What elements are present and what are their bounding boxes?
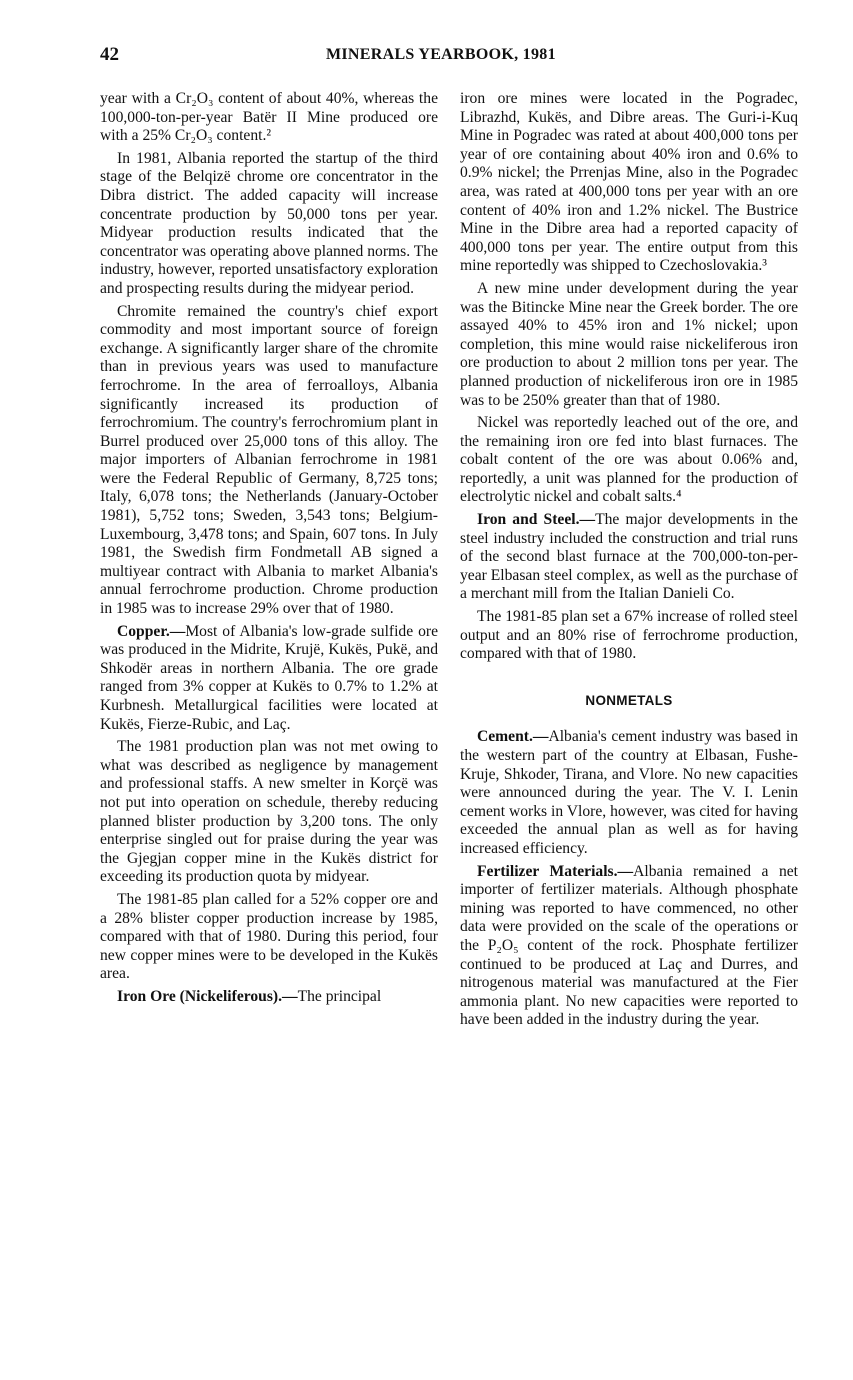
paragraph: The 1981 production plan was not met owing to what was described as negligence by management and professional staffs. A new smelter in Korçë was not put into operation on schedule, thereby reducing planned blister production by 3,200 tons. The only enterprise singled out for praise during the year was the Gjegjan copper mine in the Kukës district for exceeding its production quota by midyear. [100,738,438,886]
paragraph: year with a Cr₂O₃ content of about 40%, whereas the 100,000-ton-per-year Batër II Mine produced ore with a 25% Cr₂O₃ content.² [100,90,438,145]
subsection-heading: Fertilizer Materials.— [477,862,634,880]
subsection-heading: Iron and Steel.— [477,511,596,529]
paragraph: iron ore mines were located in the Pogradec, Librazhd, Kukës, and Dibre areas. The Guri-i-Kuq Mine in Pogradec was rated at about 400,000 tons per year of ore containing about 40% iron and 0.6% to 0.9% nickel; the Prrenjas Mine, also in the Pogradec area, was rated at 400,000 tons per year with an ore content of 40% iron and 1.2% nickel. The Bustrice Mine in the Dibre area had a reported capacity of 400,000 tons per year. The entire output from this mine reportedly was shipped to Czechoslovakia.³ [460,90,798,275]
left-column [100,90,438,1011]
paragraph-text: The major developments in the steel industry included the construction and trial runs of the second blast furnace at the 700,000-ton-per-year Elbasan steel complex, as well as the purchase of a merchant mill from the Italian Danieli Co. [460,511,798,603]
paragraph: Chromite remained the country's chief export commodity and most important source of foreign exchange. A significantly larger share of the chromite than in previous years was used to manufacture ferrochrome. In the area of ferroalloys, Albania significantly increased its production of ferrochromium. The country's ferrochromium plant in Burrel produced over 25,000 tons of this alloy. The major importers of Albanian ferrochrome in 1981 were the Federal Republic of Germany, 8,725 tons; Italy, 6,078 tons; the Netherlands (January-October 1981), 5,752 tons; Sweden, 3,543 tons; Belgium-Luxembourg, 3,478 tons; and Spain, 607 tons. In July 1981, the Swedish firm Fondmetall AB signed a multiyear contract with Albania to market Albania's annual ferrochrome production. Chrome production in 1985 was to increase 29% over that of 1980. [100,302,438,618]
right-column [460,90,798,1034]
running-head: MINERALS YEARBOOK, 1981 [326,46,556,63]
subsection-heading: Cement.— [477,728,549,746]
paragraph-text: Albania's cement industry was based in the western part of the country at Elbasan, Fushe-Kruje, Shkoder, Tirana, and Vlore. No new capacities were announced during the year. The V. I. Lenin cement works in Vlore, however, was cited for having exceeded the annual plan as well as for having increased efficiency. [460,728,798,857]
paragraph [100,988,438,1007]
subsection-heading: Copper.— [117,622,186,640]
paragraph: A new mine under development during the year was the Bitincke Mine near the Greek border. The ore assayed 40% to 45% iron and 1% nickel; upon completion, this mine would raise nickeliferous iron ore production to about 2 million tons per year. The planned production of nickeliferous iron ore in 1985 was to be 250% greater than that of 1980. [460,279,798,409]
paragraph: The 1981-85 plan set a 67% increase of rolled steel output and an 80% rise of ferrochrome production, compared with that of 1980. [460,608,798,663]
page-number: 42 [100,44,119,65]
subsection-heading: Iron Ore (Nickeliferous).— [117,987,298,1005]
paragraph-text: Albania remained a net importer of fertilizer materials. Although phosphate mining was reported to have commenced, no other data were provided on the scale of the operations or the P₂O₅ content of the rock. Phosphate fertilizer continued to be produced at Laç and Durres, and nitrogenous material was manufactured at the Fier ammonia plant. No new capacities were reported to have been added in the industry during the year. [460,862,798,1029]
paragraph [460,511,798,604]
page-header [100,44,800,68]
paragraph-text: The principal [297,987,382,1005]
paragraph [460,728,798,858]
paragraph [460,863,798,1030]
section-heading: NONMETALS [585,692,673,708]
paragraph-text: Most of Albania's low-grade sulfide ore was produced in the Midrite, Krujë, Kukës, Pukë, and Shkodër areas in northern Albania. The ore grade ranged from 3% copper at Kukës to 0.7% to 1.2% at Kurbnesh. Metallurgical facilities were located at Kukës, Fierze-Rubic, and Laç. [100,622,438,733]
paragraph [100,623,438,735]
paragraph: In 1981, Albania reported the startup of the third stage of the Belqizë chrome ore concentrator in the Dibra district. The added capacity will increase concentrate production by 50,000 tons per year. Midyear production results indicated that the concentrator was operating above planned norms. The industry, however, reported unsatisfactory exploration and prospecting results during the midyear period. [100,149,438,297]
paragraph: The 1981-85 plan called for a 52% copper ore and a 28% blister copper production increase by 1985, compared with that of 1980. During this period, four new copper mines were to be developed in the Kukës area. [100,890,438,983]
paragraph: Nickel was reportedly leached out of the ore, and the remaining iron ore fed into blast furnaces. The cobalt content of the ore was about 0.06% and, reportedly, a unit was planned for the production of electrolytic nickel and cobalt salts.⁴ [460,414,798,506]
